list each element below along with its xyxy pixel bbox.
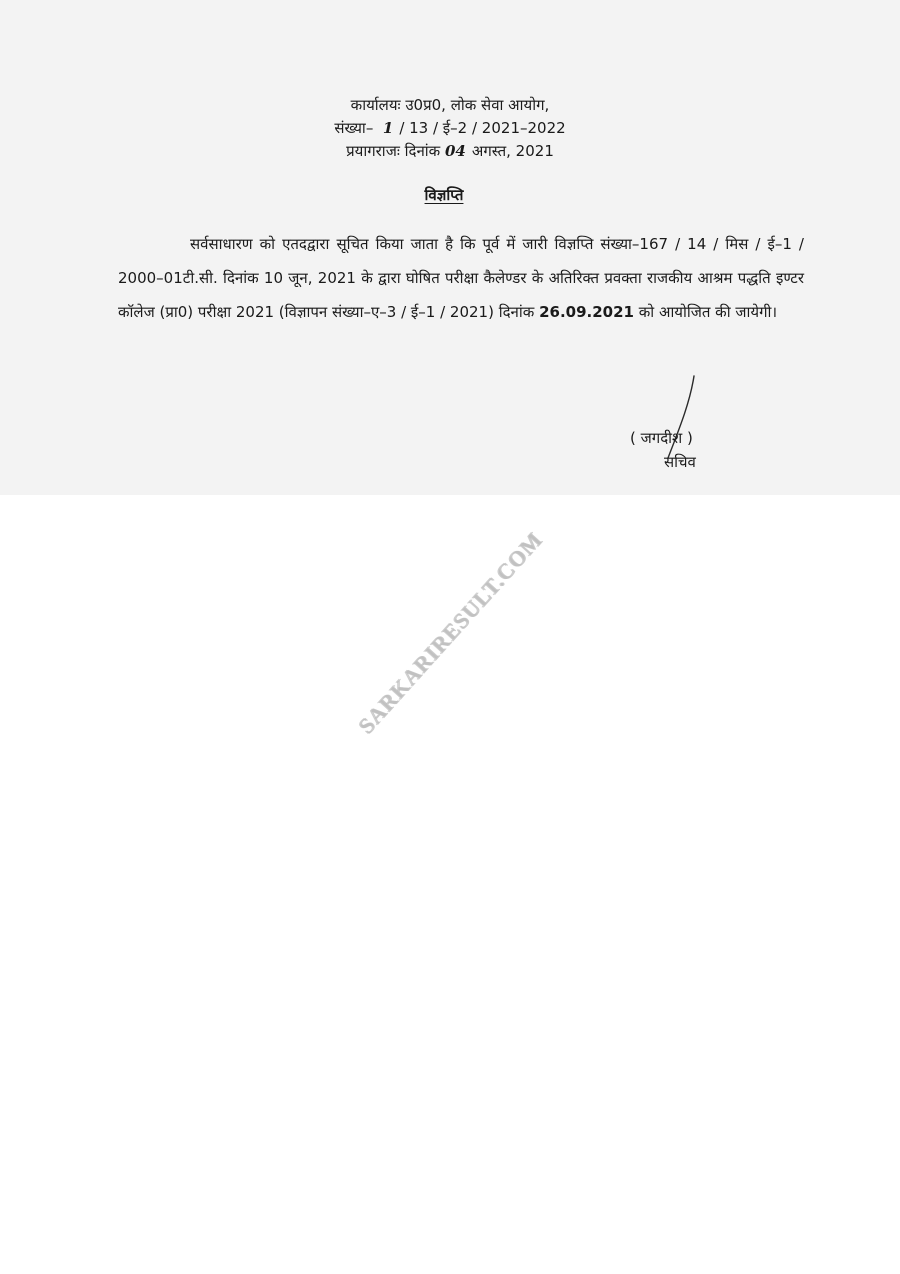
- office-name: कार्यालयः उ0प्र0, लोक सेवा आयोग,: [350, 96, 550, 114]
- handwritten-number: 1: [382, 119, 394, 137]
- issue-date: प्रयागराजः दिनांक 04 अगस्त, 2021: [200, 140, 700, 163]
- signature-icon: [664, 372, 698, 462]
- signatory-designation: सचिव: [664, 453, 696, 471]
- notice-title: विज्ञप्ति: [424, 186, 464, 204]
- signatory-name: ( जगदीश ): [630, 429, 693, 447]
- watermark: SARKARIRESULT.COM: [352, 526, 547, 739]
- notice-body: [118, 227, 804, 329]
- notice-paragraph: सर्वसाधारण को एतदद्वारा सूचित किया जाता है कि पूर्व में जारी विज्ञप्ति संख्या–167 / 14 / मिस / ई–1 / 2000–01टी.सी. दिनांक 10 जून, 2021 के द्वारा घोषित परीक्षा कैलेण्डर के अतिरिक्त प्रवक्ता राजकीय आश्रम पद्धति इण्टर कॉलेज (प्रा0) परीक्षा 2021 (विज्ञापन संख्या–ए–3 / ई–1 / 2021) दिनांक 26.09.2021 को आयोजित की जायेगी।: [118, 235, 804, 321]
- reference-number: संख्या– 1 / 13 / ई–2 / 2021–2022: [200, 117, 700, 140]
- exam-date: 26.09.2021: [539, 303, 634, 321]
- handwritten-date: 04: [444, 142, 466, 160]
- office-header: [200, 94, 700, 163]
